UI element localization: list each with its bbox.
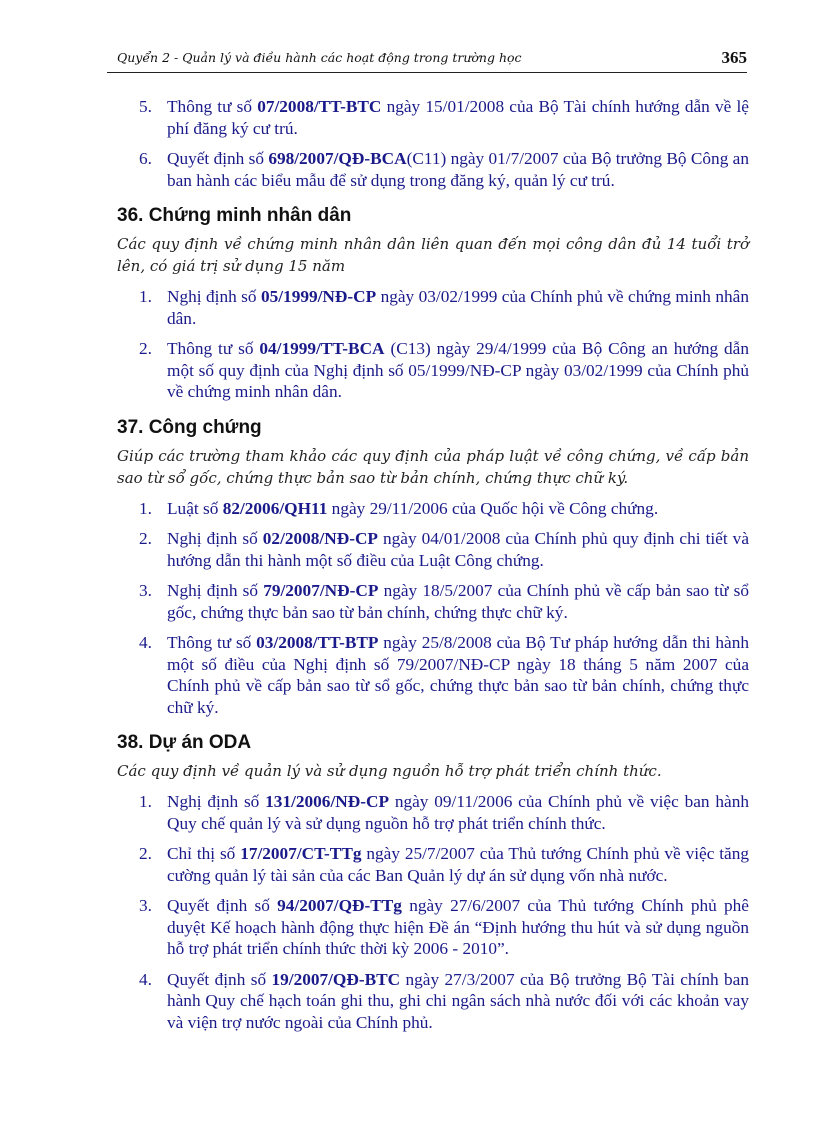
page-content [117,96,749,1042]
running-title: Quyển 2 - Quản lý và điều hành các hoạt động trong trường học [117,50,522,65]
document-code: 03/2008/TT-BTP [256,633,379,652]
section-36 [117,205,749,403]
section-heading: 38. Dự án ODA [117,732,252,753]
list-item: 1. Luật số 82/2006/QH11 ngày 29/11/2006 của Quốc hội về Công chứng. [139,498,659,518]
list-item: 6. Quyết định số 698/2007/QĐ-BCA(C11) ngày 01/7/2007 của Bộ trưởng Bộ Công an ban hành các biểu mẫu để sử dụng trong đăng ký, quản lý cư trú. [139,149,749,190]
page-number: 365 [721,48,747,67]
section-heading: 37. Công chứng [117,416,262,438]
list-item: 2. Chỉ thị số 17/2007/CT-TTg ngày 25/7/2007 của Thủ tướng Chính phủ về việc tăng cường quản lý tài sản của các Ban Quản lý dự án sử dụng vốn nhà nước. [139,844,749,885]
document-code: 131/2006/NĐ-CP [265,792,389,811]
list-item: 3. Nghị định số 79/2007/NĐ-CP ngày 18/5/2007 của Chính phủ về cấp bản sao từ sổ gốc, chứng thực bản sao từ bản chính, chứng thực chữ ký. [139,581,749,622]
document-code: 04/1999/TT-BCA [259,339,385,358]
document-code: 698/2007/QĐ-BCA [268,149,407,168]
list-item: 4. Thông tư số 03/2008/TT-BTP ngày 25/8/2008 của Bộ Tư pháp hướng dẫn thi hành một số điều của Nghị định số 79/2007/NĐ-CP ngày 18 tháng 5 năm 2007 của Chính phủ về cấp bản sao từ sổ gốc, chứng thực bản sao từ bản chính, chứng thực chữ ký. [139,633,749,717]
list-item: 2. Nghị định số 02/2008/NĐ-CP ngày 04/01/2008 của Chính phủ quy định chi tiết và hướng dẫn thi hành một số điều của Luật Công chứng. [139,529,749,570]
document-code: 79/2007/NĐ-CP [263,581,379,600]
document-code: 17/2007/CT-TTg [240,844,362,863]
header-divider [107,72,747,73]
continued-list [117,96,749,191]
section-heading: 36. Chứng minh nhân dân [117,205,352,226]
list-item: 2. Thông tư số 04/1999/TT-BCA (C13) ngày 29/4/1999 của Bộ Công an hướng dẫn một số quy định của Nghị định số 05/1999/NĐ-CP ngày 03/02/1999 của Chính phủ về chứng minh nhân dân. [139,339,749,401]
list-item: 5. Thông tư số 07/2008/TT-BTC ngày 15/01/2008 của Bộ Tài chính hướng dẫn về lệ phí đăng ký cư trú. [139,97,749,138]
section-38 [117,732,749,1033]
section-37 [117,417,749,719]
document-code: 07/2008/TT-BTC [257,97,382,116]
list-item: 1. Nghị định số 05/1999/NĐ-CP ngày 03/02/1999 của Chính phủ về chứng minh nhân dân. [139,287,749,328]
list-item: 4. Quyết định số 19/2007/QĐ-BTC ngày 27/3/2007 của Bộ trưởng Bộ Tài chính ban hành Quy chế hạch toán ghi thu, ghi chi ngân sách nhà nước đối với các khoản vay và viện trợ nước ngoài của Chính phủ. [139,969,749,1032]
list-item: 1. Nghị định số 131/2006/NĐ-CP ngày 09/11/2006 của Chính phủ về việc ban hành Quy chế quản lý và sử dụng nguồn hỗ trợ phát triển chính thức. [139,792,749,833]
section-intro: Các quy định về chứng minh nhân dân liên quan đến mọi công dân đủ 14 tuổi trở lên, có giá trị sử dụng 15 năm [117,235,749,275]
page-header [107,48,747,74]
document-code: 02/2008/NĐ-CP [262,529,378,548]
section-intro: Giúp các trường tham khảo các quy định của pháp luật về công chứng, về cấp bản sao từ sổ gốc, chứng thực bản sao từ bản chính, chứng thực chữ ký. [117,446,749,487]
list-item: 3. Quyết định số 94/2007/QĐ-TTg ngày 27/6/2007 của Thủ tướng Chính phủ phê duyệt Kế hoạch hành động thực hiện Đề án “Định hướng thu hút và sử dụng nguồn hỗ trợ phát triển chính thức thời kỳ 2006 - 2010”. [139,896,749,958]
document-code: 94/2007/QĐ-TTg [277,896,402,915]
document-code: 05/1999/NĐ-CP [260,287,377,306]
document-code: 82/2006/QH11 [222,498,328,518]
document-code: 19/2007/QĐ-BTC [271,969,401,989]
section-intro: Các quy định về quản lý và sử dụng nguồn hỗ trợ phát triển chính thức. [117,762,662,780]
